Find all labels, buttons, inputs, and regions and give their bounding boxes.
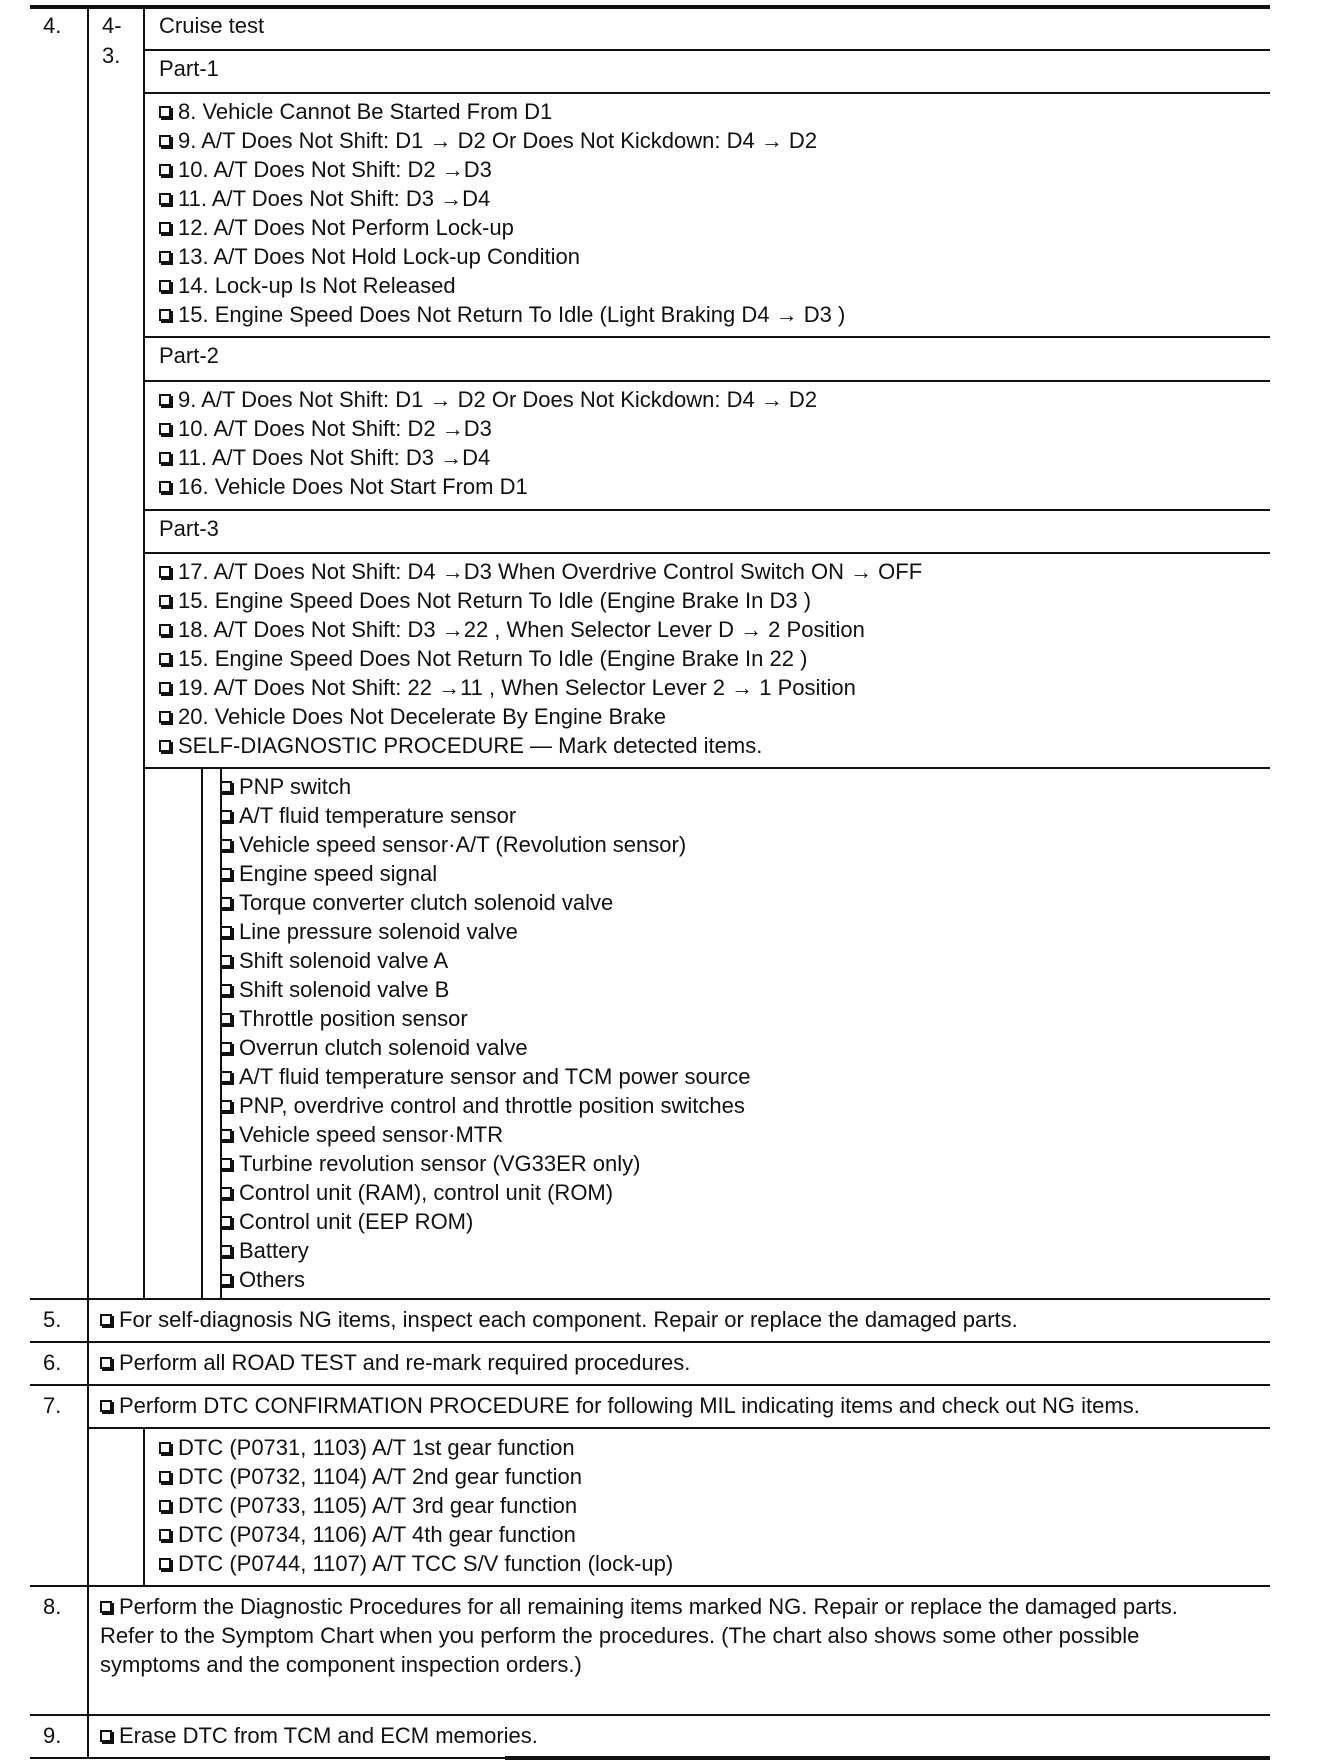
row-divider: [144, 509, 1270, 511]
checkbox-icon[interactable]: [220, 1100, 232, 1112]
checklist-item[interactable]: Control unit (RAM), control unit (ROM): [220, 1178, 751, 1207]
row-divider: [30, 1298, 1270, 1300]
checklist-item[interactable]: DTC (P0733, 1105) A/T 3rd gear function: [159, 1491, 673, 1520]
part-label: Part-2: [159, 343, 219, 368]
checkbox-icon[interactable]: [159, 595, 171, 607]
checkbox-icon[interactable]: [220, 1129, 232, 1141]
checkbox-icon[interactable]: [159, 423, 171, 435]
checklist-item[interactable]: 9. A/T Does Not Shift: D1 → D2 Or Does Not Kickdown: D4 → D2: [159, 126, 845, 155]
checkbox-icon[interactable]: [100, 1314, 112, 1326]
checkbox-icon[interactable]: [159, 711, 171, 723]
checklist-item[interactable]: Overrun clutch solenoid valve: [220, 1033, 751, 1062]
checkbox-icon[interactable]: [220, 781, 232, 793]
checklist-item[interactable]: 18. A/T Does Not Shift: D3 →22 , When Selector Lever D → 2 Position: [159, 615, 922, 644]
step-number: 9.: [43, 1723, 62, 1748]
checkbox-icon[interactable]: [220, 1187, 232, 1199]
checkbox-icon[interactable]: [220, 810, 232, 822]
checklist-item[interactable]: Battery: [220, 1236, 751, 1265]
self-diag-indent-divider: [201, 767, 203, 1298]
step-number: 6.: [43, 1350, 62, 1375]
checkbox-icon[interactable]: [159, 1442, 171, 1454]
checklist-item[interactable]: Shift solenoid valve A: [220, 946, 751, 975]
checkbox-icon[interactable]: [220, 1013, 232, 1025]
checkbox-icon[interactable]: [159, 309, 171, 321]
checklist-item[interactable]: 16. Vehicle Does Not Start From D1: [159, 472, 817, 501]
checkbox-icon[interactable]: [220, 1158, 232, 1170]
checklist-item[interactable]: 12. A/T Does Not Perform Lock-up: [159, 213, 845, 242]
checkbox-icon[interactable]: [220, 926, 232, 938]
checklist-item[interactable]: Turbine revolution sensor (VG33ER only): [220, 1149, 751, 1178]
checkbox-icon[interactable]: [220, 839, 232, 851]
checklist-item[interactable]: 15. Engine Speed Does Not Return To Idle (Engine Brake In 22 ): [159, 644, 922, 673]
checkbox-icon[interactable]: [100, 1730, 112, 1742]
checkbox-icon[interactable]: [159, 653, 171, 665]
checklist-item[interactable]: Vehicle speed sensor·A/T (Revolution sensor): [220, 830, 751, 859]
table-top-border: [30, 5, 1270, 9]
checklist-item[interactable]: A/T fluid temperature sensor: [220, 801, 751, 830]
instruction-line: Perform the Diagnostic Procedures for all remaining items marked NG. Repair or replace the damaged parts.: [100, 1592, 1178, 1621]
checkbox-icon[interactable]: [159, 135, 171, 147]
row-divider: [30, 1341, 1270, 1343]
step-instruction[interactable]: Erase DTC from TCM and ECM memories.: [100, 1721, 538, 1750]
checkbox-icon[interactable]: [220, 1245, 232, 1257]
row-divider: [144, 336, 1270, 338]
checkbox-icon[interactable]: [159, 566, 171, 578]
table-bottom-border: [505, 1756, 1270, 1760]
row-divider: [30, 1714, 1270, 1716]
checklist-item[interactable]: PNP, overdrive control and throttle position switches: [220, 1091, 751, 1120]
part-label: Part-1: [159, 56, 219, 81]
checklist-item[interactable]: DTC (P0744, 1107) A/T TCC S/V function (lock-up): [159, 1549, 673, 1578]
self-diagnostic-checklist: [220, 772, 751, 1294]
checkbox-icon[interactable]: [100, 1357, 112, 1369]
checklist-item[interactable]: Vehicle speed sensor·MTR: [220, 1120, 751, 1149]
checklist-item[interactable]: Line pressure solenoid valve: [220, 917, 751, 946]
checklist-item[interactable]: 14. Lock-up Is Not Released: [159, 271, 845, 300]
checkbox-icon[interactable]: [220, 1216, 232, 1228]
row-divider: [88, 1427, 1270, 1429]
instruction-line: Refer to the Symptom Chart when you perform the procedures. (The chart also shows some other possible: [100, 1623, 1140, 1648]
substep-number: 4-: [102, 13, 122, 38]
checklist-item[interactable]: 11. A/T Does Not Shift: D3 →D4: [159, 443, 817, 472]
checkbox-icon[interactable]: [220, 868, 232, 880]
checklist-item[interactable]: DTC (P0732, 1104) A/T 2nd gear function: [159, 1462, 673, 1491]
checklist-item[interactable]: Engine speed signal: [220, 859, 751, 888]
row-divider: [144, 380, 1270, 382]
checklist-item[interactable]: 13. A/T Does Not Hold Lock-up Condition: [159, 242, 845, 271]
row-divider: [144, 552, 1270, 554]
checklist-item[interactable]: SELF-DIAGNOSTIC PROCEDURE — Mark detected items.: [159, 731, 922, 760]
part3-checklist: [159, 557, 922, 760]
step-number: 7.: [43, 1393, 62, 1418]
checklist-item[interactable]: Throttle position sensor: [220, 1004, 751, 1033]
checkbox-icon[interactable]: [100, 1601, 112, 1613]
substep-column-divider: [143, 5, 145, 1298]
checkbox-icon[interactable]: [220, 1042, 232, 1054]
checkbox-icon[interactable]: [159, 106, 171, 118]
part2-checklist: [159, 385, 817, 501]
checkbox-icon[interactable]: [220, 897, 232, 909]
instruction-line: symptoms and the component inspection orders.): [100, 1652, 582, 1677]
table-bottom-border: [30, 1757, 505, 1759]
checkbox-icon[interactable]: [220, 984, 232, 996]
step-instruction[interactable]: Perform DTC CONFIRMATION PROCEDURE for following MIL indicating items and check out NG items.: [100, 1391, 1140, 1420]
checkbox-icon[interactable]: [220, 1274, 232, 1286]
step-number: 5.: [43, 1307, 62, 1332]
checklist-item[interactable]: 19. A/T Does Not Shift: 22 →11 , When Selector Lever 2 → 1 Position: [159, 673, 922, 702]
checkbox-icon[interactable]: [159, 164, 171, 176]
checkbox-icon[interactable]: [159, 222, 171, 234]
checkbox-icon[interactable]: [159, 452, 171, 464]
dtc-checklist: [159, 1433, 673, 1578]
checklist-item[interactable]: 17. A/T Does Not Shift: D4 →D3 When Overdrive Control Switch ON → OFF: [159, 557, 922, 586]
checkbox-icon[interactable]: [159, 1500, 171, 1512]
step-instruction[interactable]: Perform all ROAD TEST and re-mark required procedures.: [100, 1348, 690, 1377]
checkbox-icon[interactable]: [159, 624, 171, 636]
checkbox-icon[interactable]: [159, 1558, 171, 1570]
dtc-indent-divider: [143, 1427, 145, 1585]
checklist-item[interactable]: A/T fluid temperature sensor and TCM power source: [220, 1062, 751, 1091]
checkbox-icon[interactable]: [159, 394, 171, 406]
part-label: Part-3: [159, 516, 219, 541]
inspection-checklist-table: [30, 0, 1270, 1764]
checklist-item[interactable]: DTC (P0734, 1106) A/T 4th gear function: [159, 1520, 673, 1549]
checklist-item[interactable]: 15. Engine Speed Does Not Return To Idle (Engine Brake In D3 ): [159, 586, 922, 615]
checklist-item[interactable]: DTC (P0731, 1103) A/T 1st gear function: [159, 1433, 673, 1462]
checklist-item[interactable]: Others: [220, 1265, 751, 1294]
checkbox-icon[interactable]: [159, 740, 171, 752]
checklist-item[interactable]: 15. Engine Speed Does Not Return To Idle (Light Braking D4 → D3 ): [159, 300, 845, 329]
checkbox-icon[interactable]: [159, 481, 171, 493]
checkbox-icon[interactable]: [159, 280, 171, 292]
checkbox-icon[interactable]: [159, 193, 171, 205]
substep-number: 3.: [102, 43, 121, 68]
checkbox-icon[interactable]: [220, 1071, 232, 1083]
checklist-item[interactable]: 8. Vehicle Cannot Be Started From D1: [159, 97, 845, 126]
checklist-item[interactable]: 9. A/T Does Not Shift: D1 → D2 Or Does Not Kickdown: D4 → D2: [159, 385, 817, 414]
checklist-item[interactable]: 20. Vehicle Does Not Decelerate By Engine Brake: [159, 702, 922, 731]
step-column-divider: [87, 5, 89, 1758]
checkbox-icon[interactable]: [159, 682, 171, 694]
checkbox-icon[interactable]: [220, 955, 232, 967]
checkbox-icon[interactable]: [159, 251, 171, 263]
row-divider: [144, 92, 1270, 94]
part1-checklist: [159, 97, 845, 329]
checklist-item[interactable]: Shift solenoid valve B: [220, 975, 751, 1004]
step-instruction[interactable]: [100, 1592, 1178, 1679]
step-number: 8.: [43, 1594, 62, 1619]
checkbox-icon[interactable]: [159, 1471, 171, 1483]
checkbox-icon[interactable]: [159, 1529, 171, 1541]
row-divider: [30, 1384, 1270, 1386]
row-divider: [144, 767, 1270, 769]
row-divider: [144, 49, 1270, 51]
checkbox-icon[interactable]: [100, 1400, 112, 1412]
step-instruction[interactable]: For self-diagnosis NG items, inspect each component. Repair or replace the damaged parts.: [100, 1305, 1018, 1334]
checklist-item[interactable]: 10. A/T Does Not Shift: D2 →D3: [159, 155, 845, 184]
step-number: 4.: [43, 13, 62, 38]
checklist-item[interactable]: PNP switch: [220, 772, 751, 801]
checklist-item[interactable]: Torque converter clutch solenoid valve: [220, 888, 751, 917]
checklist-item[interactable]: 11. A/T Does Not Shift: D3 →D4: [159, 184, 845, 213]
checklist-item[interactable]: 10. A/T Does Not Shift: D2 →D3: [159, 414, 817, 443]
row-divider: [30, 1585, 1270, 1587]
checklist-item[interactable]: Control unit (EEP ROM): [220, 1207, 751, 1236]
section-title: Cruise test: [159, 13, 265, 38]
